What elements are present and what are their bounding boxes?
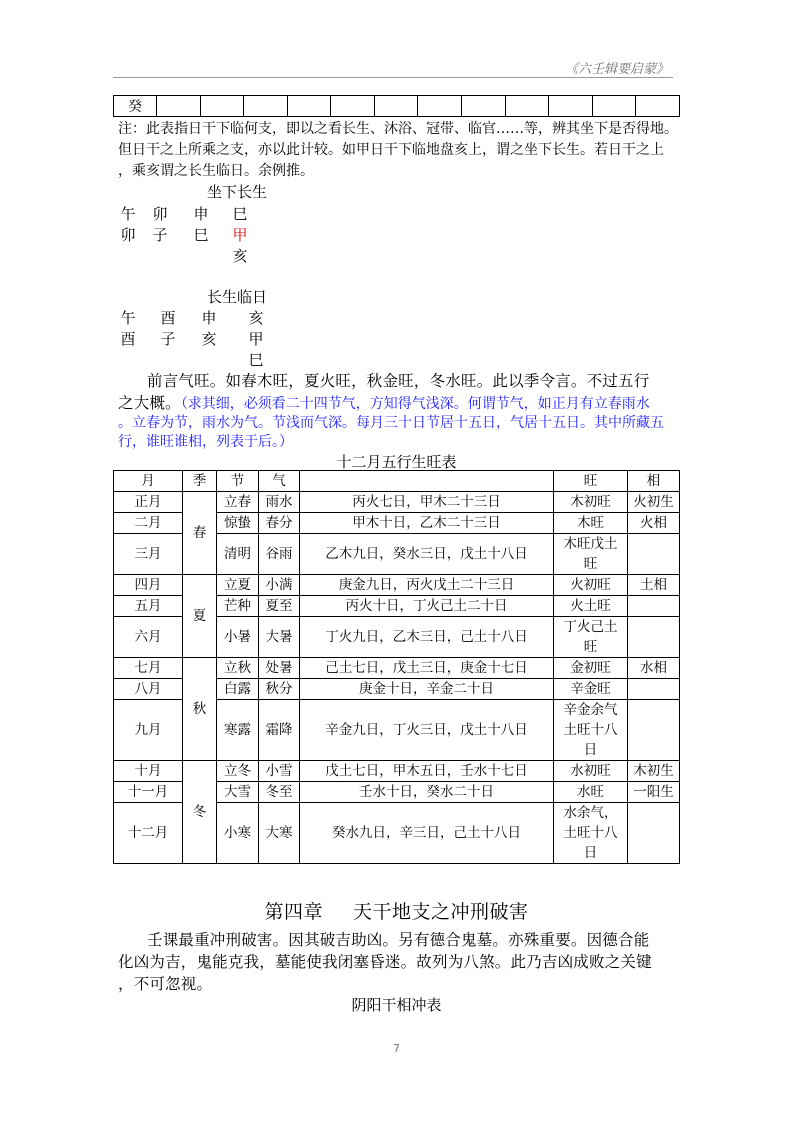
xiang-cell	[628, 617, 680, 658]
detail-cell: 丙火十日，丁火己土二十日	[300, 596, 554, 617]
empty-cell	[549, 96, 593, 117]
empty-cell	[244, 96, 288, 117]
branch-char: 亥	[201, 330, 217, 348]
col-header-xiang: 相	[628, 471, 680, 492]
season-cell: 夏	[183, 575, 217, 658]
empty-cell	[592, 96, 636, 117]
qi-cell: 雨水	[259, 492, 300, 513]
wang-line: 土旺十八	[563, 825, 618, 841]
jie-cell: 立秋	[217, 658, 259, 679]
wang-cell: 水初旺	[554, 761, 628, 782]
wang-cell: 木旺	[554, 513, 628, 534]
branch-char: 亥	[232, 247, 248, 265]
table-row	[114, 658, 680, 679]
empty-cell	[505, 96, 549, 117]
month-cell: 十月	[114, 761, 183, 782]
wang-cell: 金初旺	[554, 658, 628, 679]
detail-cell: 戊土七日，甲木五日，壬水十七日	[300, 761, 554, 782]
month-cell: 九月	[114, 700, 183, 761]
branch-char: 酉	[120, 330, 136, 348]
jie-cell: 立冬	[217, 761, 259, 782]
detail-cell: 辛金九日，丁火三日，戊土十八日	[300, 700, 554, 761]
season-cell: 春	[183, 492, 217, 575]
branch-char: 午	[120, 309, 136, 327]
branch-char: 酉	[160, 309, 176, 327]
jie-cell: 清明	[217, 534, 259, 575]
wang-line: 丁火己土	[563, 619, 618, 635]
table-row	[114, 492, 680, 513]
chapter-para-line-1: 壬课最重冲刑破害。因其破吉助凶。另有德合鬼墓。亦殊重要。因德合能	[147, 931, 650, 949]
empty-cell	[200, 96, 244, 117]
wang-cell: 火初旺	[554, 575, 628, 596]
col-header-jie: 节	[217, 471, 259, 492]
jie-cell: 寒露	[217, 700, 259, 761]
qi-cell: 大寒	[259, 803, 300, 864]
chapter-heading	[113, 897, 680, 924]
table-row	[114, 575, 680, 596]
detail-cell: 癸水九日，辛三日，己土十八日	[300, 803, 554, 864]
wang-line: 日	[583, 742, 598, 758]
wang-line: 旺	[583, 639, 598, 655]
twelve-month-table	[113, 470, 680, 864]
qi-cell: 小雪	[259, 761, 300, 782]
chart1-title: 坐下长生	[207, 183, 268, 201]
month-cell: 五月	[114, 596, 183, 617]
gui-label-cell: 癸	[114, 96, 157, 117]
season-cell: 冬	[183, 761, 217, 864]
month-cell: 十二月	[114, 803, 183, 864]
empty-cell	[287, 96, 331, 117]
paragraph-text: 之大概。	[118, 394, 181, 412]
qi-cell: 春分	[259, 513, 300, 534]
wang-line: 辛金余气	[563, 702, 618, 718]
empty-cell	[462, 96, 506, 117]
wang-cell	[554, 700, 628, 761]
xiang-cell	[628, 679, 680, 700]
table-title: 十二月五行生旺表	[336, 453, 457, 471]
jie-cell: 芒种	[217, 596, 259, 617]
branch-char: 申	[193, 205, 209, 223]
wang-cell	[554, 534, 628, 575]
wang-cell: 水旺	[554, 782, 628, 803]
qi-cell: 秋分	[259, 679, 300, 700]
detail-cell: 壬水十日，癸水二十日	[300, 782, 554, 803]
empty-cell	[418, 96, 462, 117]
branch-char: 申	[201, 309, 217, 327]
table-row	[114, 96, 680, 117]
detail-cell: 庚金十日，辛金二十日	[300, 679, 554, 700]
xiang-cell	[628, 596, 680, 617]
xiang-cell: 一阳生	[628, 782, 680, 803]
jie-cell: 立夏	[217, 575, 259, 596]
empty-cell	[374, 96, 418, 117]
detail-cell: 乙木九日，癸水三日，戊土十八日	[300, 534, 554, 575]
wang-cell	[554, 803, 628, 864]
jie-cell: 小暑	[217, 617, 259, 658]
table-header-row	[114, 471, 680, 492]
xiang-cell: 木初生	[628, 761, 680, 782]
empty-cell	[636, 96, 680, 117]
month-cell: 二月	[114, 513, 183, 534]
wang-cell	[554, 617, 628, 658]
wang-line: 水余气，	[563, 805, 618, 821]
branch-char: 甲	[248, 330, 264, 348]
wang-line: 木旺戊土	[563, 536, 618, 552]
qi-cell: 处暑	[259, 658, 300, 679]
xiang-cell	[628, 700, 680, 761]
detail-cell: 己土七日，戊土三日，庚金十七日	[300, 658, 554, 679]
paragraph-line-1: 前言气旺。如春木旺，夏火旺，秋金旺，冬水旺。此以季令言。不过五行	[147, 372, 650, 390]
detail-cell: 甲木十日，乙木二十三日	[300, 513, 554, 534]
note-line-3: ，乘亥谓之长生临日。余例推。	[118, 163, 314, 179]
qi-cell: 霜降	[259, 700, 300, 761]
col-header-detail	[300, 471, 554, 492]
xiang-cell: 火初生	[628, 492, 680, 513]
chapter-number: 第四章	[264, 901, 323, 923]
wang-line: 旺	[583, 556, 598, 572]
empty-cell	[331, 96, 375, 117]
sub-title: 阴阳干相冲表	[351, 996, 442, 1014]
gui-row-table	[113, 95, 680, 117]
qi-cell: 谷雨	[259, 534, 300, 575]
detail-cell: 丙火七日，甲木二十三日	[300, 492, 554, 513]
wang-line: 土旺十八	[563, 722, 618, 738]
branch-char: 子	[152, 226, 168, 244]
chapter-para-line-3: ，不可忽视。	[118, 975, 213, 993]
jie-cell: 大雪	[217, 782, 259, 803]
jie-cell: 白露	[217, 679, 259, 700]
xiang-cell	[628, 803, 680, 864]
branch-char: 卯	[120, 226, 136, 244]
col-header-wang: 旺	[554, 471, 628, 492]
detail-cell: 庚金九日，丙火戊土二十三日	[300, 575, 554, 596]
note-line-2: 但日干之上所乘之支，亦以此计较。如甲日干下临地盘亥上，谓之坐下长生。若日干之上	[118, 142, 664, 158]
wang-line: 日	[583, 845, 598, 861]
stem-char-highlight: 甲	[232, 226, 248, 244]
detail-cell: 丁火九日，乙木三日，己土十八日	[300, 617, 554, 658]
branch-char: 亥	[248, 309, 264, 327]
qi-cell: 大暑	[259, 617, 300, 658]
season-cell: 秋	[183, 658, 217, 761]
table-row	[114, 761, 680, 782]
empty-cell	[157, 96, 201, 117]
month-cell: 三月	[114, 534, 183, 575]
header-rule	[113, 77, 673, 78]
paragraph-line-4: 行，谁旺谁相，列表于后。）	[118, 434, 293, 450]
qi-cell: 夏至	[259, 596, 300, 617]
branch-char: 子	[160, 330, 176, 348]
branch-char: 午	[120, 205, 136, 223]
branch-char: 巳	[193, 226, 209, 244]
col-header-season: 季	[183, 471, 217, 492]
month-cell: 正月	[114, 492, 183, 513]
paragraph-note-blue: （求其细，必须看二十四节气，方知得气浅深。何谓节气，如正月有立春雨水	[180, 396, 650, 412]
chapter-para-line-2: 化凶为吉，鬼能克我，墓能使我闭塞昏迷。故列为八煞。此乃吉凶成败之关键	[118, 953, 652, 971]
xiang-cell: 水相	[628, 658, 680, 679]
jie-cell: 小寒	[217, 803, 259, 864]
wang-cell: 火土旺	[554, 596, 628, 617]
wang-cell: 木初旺	[554, 492, 628, 513]
chart2-title: 长生临日	[207, 288, 268, 306]
col-header-month: 月	[114, 471, 183, 492]
month-cell: 八月	[114, 679, 183, 700]
paragraph-line-2	[118, 392, 650, 415]
jie-cell: 惊蛰	[217, 513, 259, 534]
paragraph-line-3: 。立春为节，雨水为气。节浅而气深。每月三十日节居十五日，气居十五日。其中所藏五	[118, 415, 664, 431]
wang-cell: 辛金旺	[554, 679, 628, 700]
month-cell: 六月	[114, 617, 183, 658]
col-header-qi: 气	[259, 471, 300, 492]
month-cell: 四月	[114, 575, 183, 596]
chapter-title: 天干地支之冲刑破害	[353, 901, 529, 923]
month-cell: 七月	[114, 658, 183, 679]
month-cell: 十一月	[114, 782, 183, 803]
qi-cell: 冬至	[259, 782, 300, 803]
xiang-cell: 土相	[628, 575, 680, 596]
branch-char: 卯	[152, 205, 168, 223]
note-line-1: 注：此表指日干下临何支，即以之看长生、沐浴、冠带、临官……等，辨其坐下是否得地。	[118, 121, 678, 137]
qi-cell: 小满	[259, 575, 300, 596]
page-number: 7	[393, 1042, 400, 1055]
branch-char: 巳	[232, 205, 248, 223]
header-title: 《六壬辑要启蒙》	[564, 62, 669, 77]
xiang-cell	[628, 534, 680, 575]
jie-cell: 立春	[217, 492, 259, 513]
branch-char: 巳	[248, 351, 264, 369]
xiang-cell: 火相	[628, 513, 680, 534]
